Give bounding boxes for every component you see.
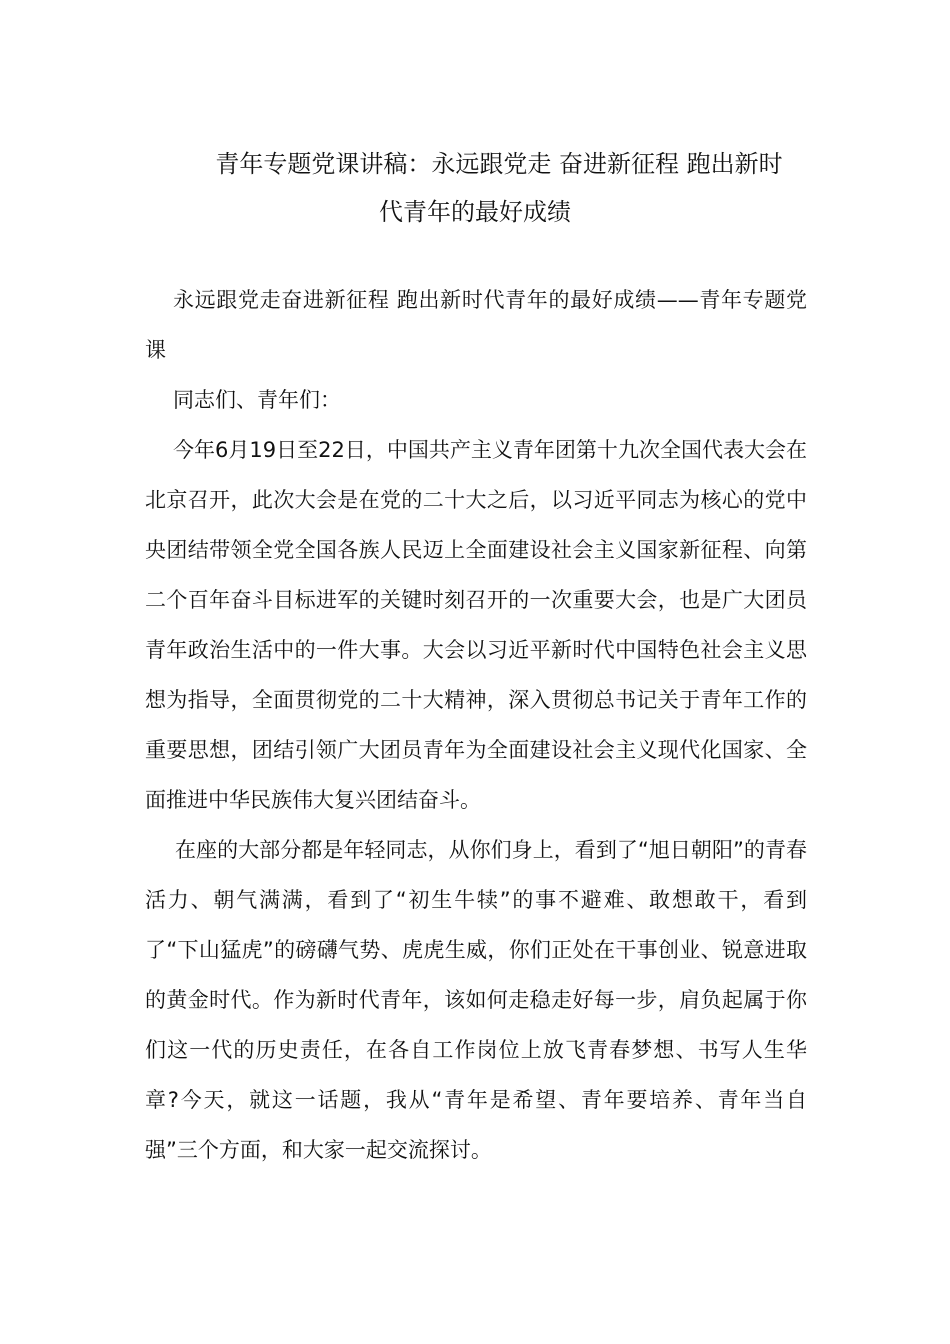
title-line-2: 代青年的最好成绩 [379, 198, 571, 227]
subtitle-paragraph: 永远跟党走奋进新征程 跑出新时代青年的最好成绩——青年专题党课 [145, 288, 807, 362]
title-line-1: 青年专题党课讲稿：永远跟党走 奋进新征程 跑出新时 [215, 150, 783, 179]
document-body [145, 275, 807, 1175]
document-title [145, 140, 805, 236]
salutation-paragraph: 同志们、青年们： [173, 388, 341, 412]
body-paragraph: 在座的大部分都是年轻同志，从你们身上，看到了“旭日朝阳”的青春活力、朝气满满，看到了“初生牛犊”的事不避难、敢想敢干，看到了“下山猛虎”的磅礴气势、虎虎生威，你们正处在干事创业、锐意进取的黄金时代。作为新时代青年，该如何走稳走好每一步，肩负起属于你们这一代的历史责任，在各自工作岗位上放飞青春梦想、书写人生华章?今天，就这一话题，我从“青年是希望、青年要培养、青年当自强”三个方面，和大家一起交流探讨。 [145, 838, 807, 1162]
body-paragraph: 今年6月19日至22日，中国共产主义青年团第十九次全国代表大会在北京召开，此次大会是在党的二十大之后，以习近平同志为核心的党中央团结带领全党全国各族人民迈上全面建设社会主义国家新征程、向第二个百年奋斗目标进军的关键时刻召开的一次重要大会，也是广大团员青年政治生活中的一件大事。大会以习近平新时代中国特色社会主义思想为指导，全面贯彻党的二十大精神，深入贯彻总书记关于青年工作的重要思想，团结引领广大团员青年为全面建设社会主义现代化国家、全面推进中华民族伟大复兴团结奋斗。 [145, 438, 807, 812]
